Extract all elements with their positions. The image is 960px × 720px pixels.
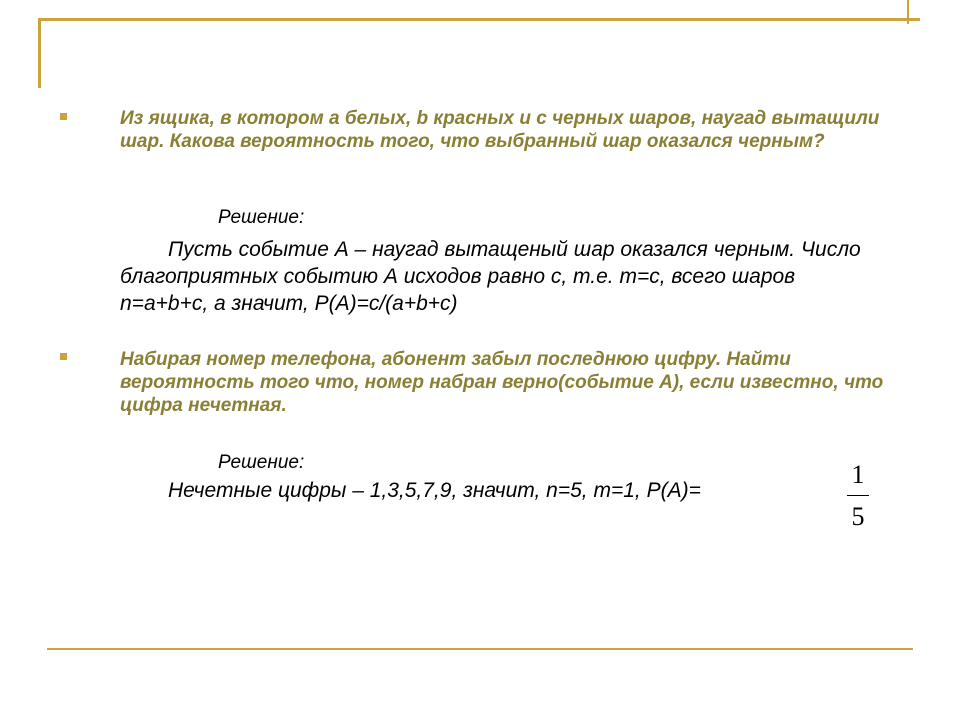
probability-fraction — [847, 458, 869, 534]
bullet-icon — [60, 113, 67, 120]
problem-1-solution-text: Пусть событие А – наугад вытащеный шар оказался черным. Число благоприятных событию А исходов равно с, т.е. m=c, всего шаров n=a+b+c, а значит, P(A)=c/(a+b+c) — [120, 238, 861, 315]
bullet-icon — [60, 353, 67, 360]
problem-1-solution-label: Решение: — [218, 207, 305, 228]
problem-2-solution-label: Решение: — [218, 452, 305, 473]
fraction-numerator: 1 — [851, 460, 865, 489]
frame-right-line — [907, 0, 909, 24]
fraction-bar — [847, 495, 869, 496]
frame-left-line — [38, 18, 41, 88]
fraction-denominator: 5 — [851, 502, 865, 531]
problem-2-solution-text: Нечетные цифры – 1,3,5,7,9, значит, n=5, m=1, P(A)= — [168, 479, 701, 502]
frame-top-line — [40, 18, 920, 21]
problem-2-question: Набирая номер телефона, абонент забыл последнюю цифру. Найти вероятность того что, номер набран верно(событие А), если известно, что цифра нечетная. — [120, 349, 884, 416]
problem-1-question: Из ящика, в котором a белых, b красных и c черных шаров, наугад вытащили шар. Какова вероятность того, что выбранный шар оказался черным? — [120, 108, 880, 152]
frame-bottom-line — [47, 648, 913, 650]
